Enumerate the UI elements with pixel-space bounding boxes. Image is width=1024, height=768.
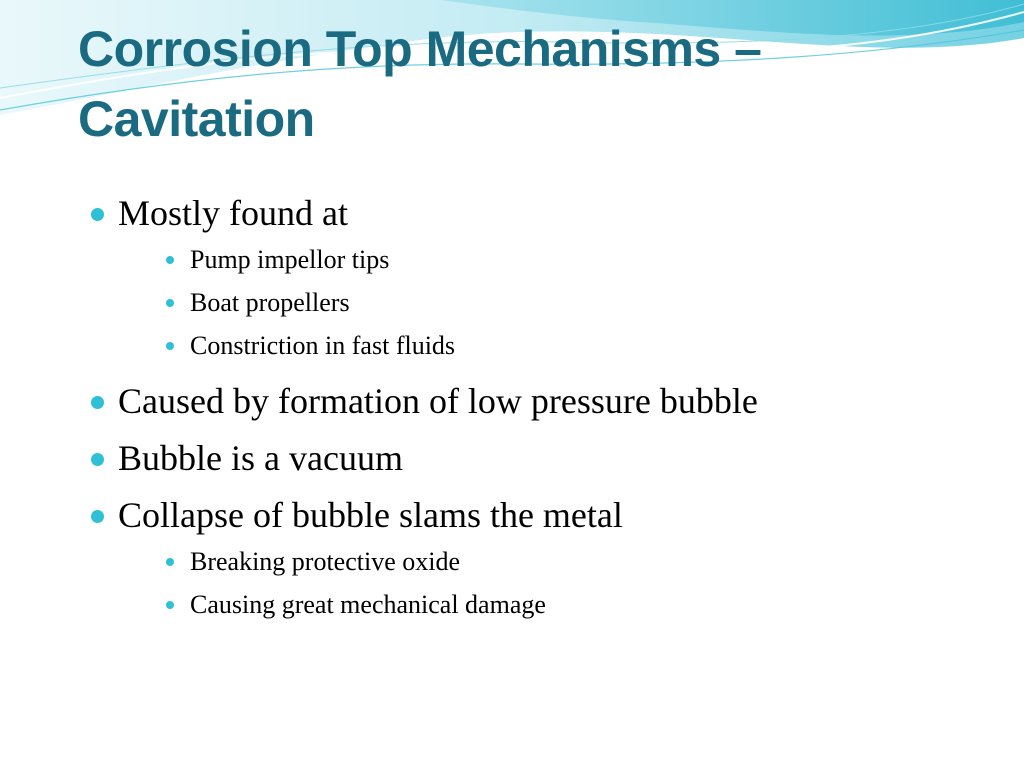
bullet-dot-icon [91, 208, 104, 221]
sub-bullet-text: Breaking protective oxide [190, 547, 461, 576]
sub-bullet-dot-icon [166, 299, 174, 307]
bullet-text: Caused by formation of low pressure bubble [118, 381, 758, 421]
bullet-list [88, 190, 988, 637]
sub-bullet-list [118, 238, 988, 367]
sub-bullet-text: Boat propellers [190, 288, 350, 317]
sub-bullet-text: Causing great mechanical damage [190, 590, 546, 619]
slide-title [78, 14, 978, 154]
bullet-dot-icon [91, 510, 104, 523]
sub-bullet-item [118, 238, 988, 281]
title-line-1: Corrosion Top Mechanisms – [78, 21, 762, 77]
sub-bullet-item [118, 540, 988, 583]
bullet-text: Collapse of bubble slams the metal [118, 495, 623, 535]
sub-bullet-item [118, 281, 988, 324]
bullet-text: Bubble is a vacuum [118, 438, 403, 478]
sub-bullet-dot-icon [166, 256, 174, 264]
title-line-2: Cavitation [78, 91, 315, 147]
sub-bullet-list [118, 540, 988, 626]
sub-bullet-dot-icon [166, 558, 174, 566]
sub-bullet-dot-icon [166, 601, 174, 609]
sub-bullet-text: Pump impellor tips [190, 245, 390, 274]
bullet-dot-icon [91, 453, 104, 466]
bullet-item [88, 190, 988, 367]
sub-bullet-dot-icon [166, 342, 174, 350]
sub-bullet-text: Constriction in fast fluids [190, 331, 456, 360]
bullet-item [88, 435, 988, 481]
bullet-dot-icon [91, 396, 104, 409]
bullet-item [88, 378, 988, 424]
bullet-item [88, 492, 988, 626]
sub-bullet-item [118, 324, 988, 367]
bullet-text: Mostly found at [118, 193, 348, 233]
sub-bullet-item [118, 583, 988, 626]
